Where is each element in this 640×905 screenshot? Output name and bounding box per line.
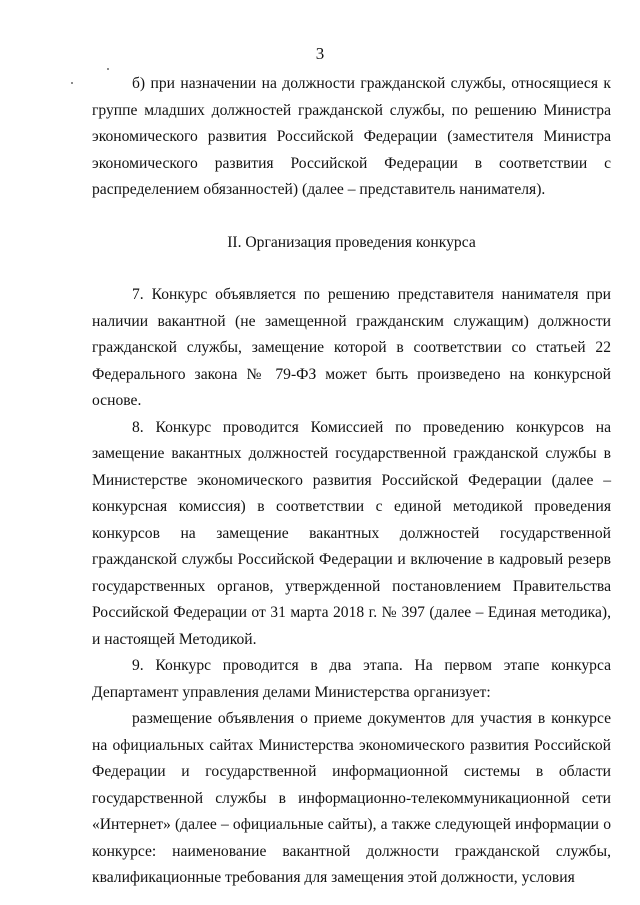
paragraph-9-item: размещение объявления о приеме документов для участия в конкурсе на официальных сайтах Министерства экономического развития Российской Федерации и государственной информационной системы в области государственной службы в информационно-телекоммуникационной сети «Интернет» (далее – официальные сайты), а также следующей информации о конкурсе: наименование вакантной должности гражданской службы, квалификационные требования для замещения этой должности, условия <box>92 710 611 886</box>
scan-speck <box>107 68 109 70</box>
page-number: 3 <box>315 44 325 63</box>
paragraph-7: 7. Конкурс объявляется по решению представителя нанимателя при наличии вакантной (не замещенной гражданским служащим) должности гражданской службы, замещение которой в соответствии со статьей 22 Федерального закона № 79-ФЗ может быть произведено на конкурсной основе. <box>92 286 611 409</box>
spacer <box>92 256 611 282</box>
paragraph-8: 8. Конкурс проводится Комиссией по проведению конкурсов на замещение вакантных должностей государственной гражданской службы в Министерстве экономического развития Российской Федерации (далее – конкурсная комиссия) в соответствии с единой методикой проведения конкурсов на замещение вакантных должностей государственной гражданской службы Российской Федерации и включение в кадровый резерв государственных органов, утвержденной постановлением Правительства Российской Федерации от 31 марта 2018 г. № 397 (далее – Единая методика), и настоящей Методикой. <box>92 418 611 648</box>
document-body <box>92 71 611 892</box>
scan-speck <box>71 82 73 84</box>
paragraph-b: б) при назначении на должности гражданской службы, относящиеся к группе младших должностей гражданской службы, по решению Министра экономического развития Российской Федерации (заместителя Министра экономического развития Российской Федерации в соответствии с распределением обязанностей) (далее – представитель нанимателя). <box>92 75 611 198</box>
paragraph-9: 9. Конкурс проводится в два этапа. На первом этапе конкурса Департамент управления делами Министерства организует: <box>92 657 611 701</box>
section-heading: II. Организация проведения конкурса <box>227 233 476 251</box>
spacer <box>92 204 611 230</box>
